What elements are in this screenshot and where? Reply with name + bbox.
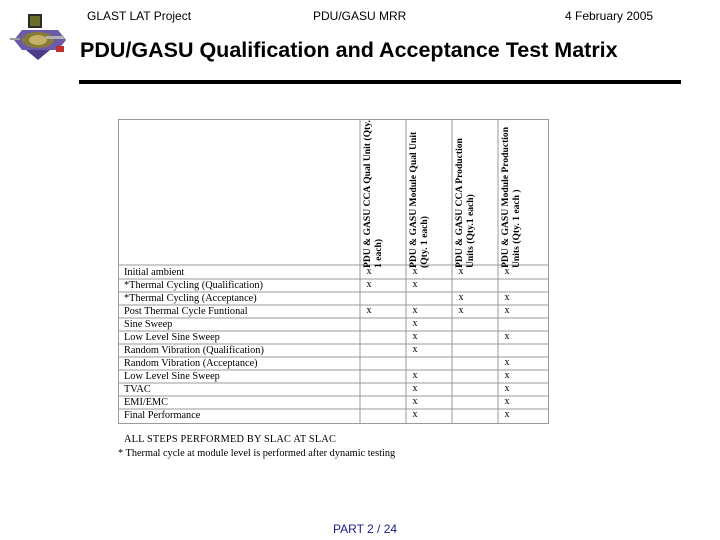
row-label-random-vibration-qual: Random Vibration (Qualification) (124, 345, 264, 356)
test-matrix-table (118, 119, 549, 424)
matrix-mark: x (366, 305, 372, 316)
matrix-mark: x (504, 383, 510, 394)
row-label-post-thermal-functional: Post Thermal Cycle Funtional (124, 306, 248, 317)
row-label-low-level-sine-sweep-2: Low Level Sine Sweep (124, 371, 220, 382)
matrix-mark: x (458, 292, 464, 303)
row-label-random-vibration-acceptance: Random Vibration (Acceptance) (124, 358, 258, 369)
row-label-final-performance: Final Performance (124, 410, 201, 421)
matrix-mark: x (458, 305, 464, 316)
column-header-cca-production: PDU & GASU CCA Production Units (Qty.1 each) (454, 138, 476, 268)
row-label-tvac: TVAC (124, 384, 151, 395)
matrix-mark: x (504, 370, 510, 381)
column-header-module-qual: PDU & GASU Module Qual Unit (Qty. 1 each) (408, 131, 430, 268)
matrix-mark: x (412, 409, 418, 420)
matrix-mark: x (458, 266, 464, 277)
matrix-mark: x (504, 305, 510, 316)
matrix-mark: x (412, 279, 418, 290)
row-label-emi-emc: EMI/EMC (124, 397, 169, 408)
matrix-mark: x (366, 279, 372, 290)
glast-logo (8, 12, 72, 62)
matrix-mark: x (504, 409, 510, 420)
page-number: PART 2 / 24 (333, 522, 398, 536)
row-label-initial-ambient: Initial ambient (124, 267, 185, 278)
note-thermal-cycle: * Thermal cycle at module level is performed after dynamic testing (118, 448, 396, 459)
note-slac: ALL STEPS PERFORMED BY SLAC AT SLAC (124, 434, 337, 445)
matrix-mark: x (504, 396, 510, 407)
row-label-thermal-cycling-acceptance: *Thermal Cycling (Acceptance) (124, 293, 257, 304)
matrix-mark: x (412, 396, 418, 407)
column-header-cca-qual: PDU & GASU CCA Qual Unit (Qty. 1 each) (362, 120, 384, 268)
header-project: GLAST LAT Project (87, 9, 192, 23)
row-label-thermal-cycling-qual: *Thermal Cycling (Qualification) (124, 280, 263, 291)
matrix-mark: x (504, 292, 510, 303)
column-header-module-production: PDU & GASU Module Production Units (Qty. 1 each ) (500, 126, 522, 268)
page-title: PDU/GASU Qualification and Acceptance Test Matrix (80, 38, 618, 62)
title-divider (79, 80, 681, 84)
header-review: PDU/GASU MRR (313, 9, 407, 23)
matrix-mark: x (412, 266, 418, 277)
header-date: 4 February 2005 (565, 9, 654, 23)
matrix-mark: x (412, 370, 418, 381)
matrix-mark: x (412, 318, 418, 329)
matrix-mark: x (412, 331, 418, 342)
matrix-mark: x (504, 266, 510, 277)
matrix-mark: x (366, 266, 372, 277)
matrix-mark: x (504, 357, 510, 368)
matrix-mark: x (412, 344, 418, 355)
matrix-mark: x (504, 331, 510, 342)
matrix-mark: x (412, 383, 418, 394)
row-label-sine-sweep: Sine Sweep (124, 319, 173, 330)
row-label-low-level-sine-sweep-1: Low Level Sine Sweep (124, 332, 220, 343)
matrix-mark: x (412, 305, 418, 316)
